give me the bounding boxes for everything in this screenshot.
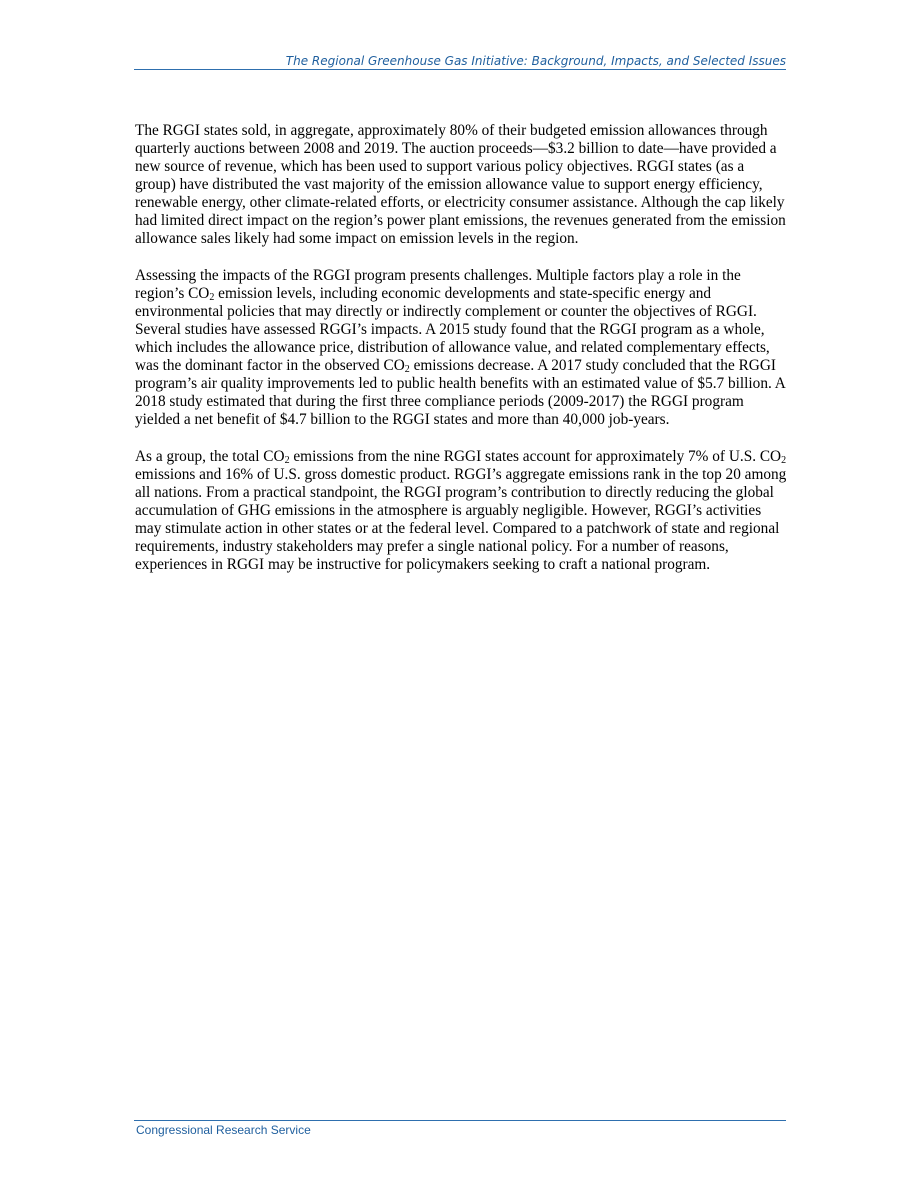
paragraph-text: Assessing the impacts of the RGGI program presents challenges. Multiple factors play a role in the region’s CO	[135, 267, 741, 302]
paragraph-auction-proceeds: The RGGI states sold, in aggregate, approximately 80% of their budgeted emission allowances through quarterly auctions between 2008 and 2019. The auction proceeds—$3.2 billion to date—have provided a new source of revenue, which has been used to support various policy objectives. RGGI states (as a group) have distributed the vast majority of the emission allowance value to support energy efficiency, renewable energy, other climate-related efforts, or electricity consumer assistance. Although the cap likely had limited direct impact on the region’s power plant emissions, the revenues generated from the emission allowance sales likely had some impact on emission levels in the region.	[135, 122, 786, 247]
body-text	[135, 122, 787, 593]
footer-rule	[134, 1120, 786, 1121]
subscript-2: 2	[209, 292, 215, 303]
paragraph-text: emissions and 16% of U.S. gross domestic product. RGGI’s aggregate emissions rank in the top 20 among all nations. From a practical standpoint, the RGGI program’s contribution to directly reducing the global accumulation of GHG emissions in the atmosphere is arguably negligible. However, RGGI’s activities may stimulate action in other states or at the federal level. Compared to a patchwork of state and regional requirements, industry stakeholders may prefer a single national policy. For a number of reasons, experiences in RGGI may be instructive for policymakers seeking to craft a national program.	[135, 466, 787, 573]
running-header-title: The Regional Greenhouse Gas Initiative: Background, Impacts, and Selected Issues	[285, 54, 786, 68]
subscript-2: 2	[781, 455, 787, 466]
paragraph-assessing-impacts	[135, 267, 787, 429]
paragraph-text: emission levels, including economic developments and state-specific energy and environmental policies that may directly or indirectly complement or counter the objectives of RGGI. Several studies have assessed RGGI’s impacts. A 2015 study found that the RGGI program as a whole, which includes the allowance price, distribution of allowance value, and related complementary effects, was the dominant factor in the observed CO	[135, 285, 770, 374]
subscript-2: 2	[284, 455, 290, 466]
paragraph-text: As a group, the total CO	[135, 448, 285, 465]
paragraph-group-emissions	[135, 448, 787, 574]
paragraph-text: emissions from the nine RGGI states account for approximately 7% of U.S. CO	[289, 448, 782, 465]
paragraph-text: emissions decrease. A 2017 study concluded that the RGGI program’s air quality improvements led to public health benefits with an estimated value of $5.7 billion. A 2018 study estimated that during the first three compliance periods (2009-2017) the RGGI program yielded a net benefit of $4.7 billion to the RGGI states and more than 40,000 job-years.	[135, 357, 785, 428]
header-rule	[134, 69, 786, 70]
subscript-2: 2	[404, 364, 410, 375]
footer-organization: Congressional Research Service	[136, 1123, 311, 1137]
